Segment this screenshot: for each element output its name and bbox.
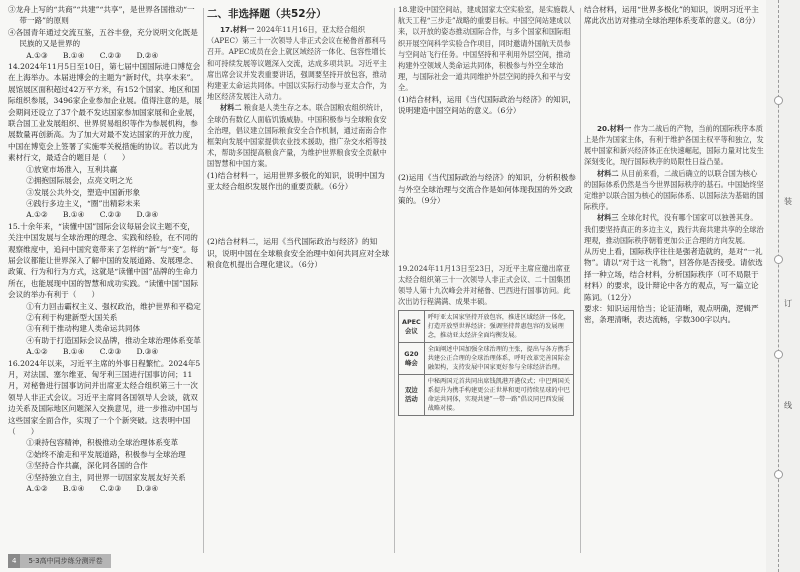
q18-question-1: (1)结合材料，运用《当代国际政治与经济》的知识，说明建造中国空间站的意义。（6分） xyxy=(398,94,576,116)
q17-material-1-text: 2024年11月16日，亚太经合组织（APEC）第三十一次领导人非正式会议在秘鲁首都利马召开。APEC成员在会上就区域经济一体化、包容性增长和可持续发展等议题深入交流，达成多项共识。习近平主席出席会议并发表重要讲话，强调要坚持开放包容，推动构建亚太命运共同体。中国以实际行动参与亚太合作，为地区经济发展注入动力。 xyxy=(207,25,387,102)
margin-char: 线 xyxy=(784,401,792,410)
q18-question-2: (2)运用《当代国际政治与经济》的知识，分析积极参与外空全球治理与交流合作是如何体现我国的外交政策的。（9分） xyxy=(398,173,576,206)
q19-stem: 19.2024年11月13日至23日，习近平主席应邀出席亚太经合组织第三十一次领导人非正式会议、二十国集团领导人第十九次峰会并对秘鲁、巴西进行国事访问。此次出访行程满满、成果丰硕。 xyxy=(398,263,571,307)
column-3 xyxy=(398,4,576,416)
column-divider xyxy=(203,8,204,553)
margin-char: 装 xyxy=(784,197,792,206)
cut-line xyxy=(778,0,779,572)
q20-material-3 xyxy=(584,212,764,246)
q13-item-4: ④各国青年通过交流互鉴，五谷丰登，充分说明文化既是民族的又是世界的 xyxy=(8,27,198,49)
q18-stem: 18.建设中国空间站，建成国家太空实验室，是实施载人航天工程“三步走”战略的重要目标。中国空间站建成以来，以开放的姿态推动国际合作，与多个国家和国际组织开展空间科学实验合作项目，同时邀请外国航天员参与空间站飞行任务。中国坚持和平利用外层空间，推动构建外空领域人类命运共同体，积极参与外空全球治理，与国际社会一道共同维护外层空间的持久和平与安全。 xyxy=(398,5,575,93)
q20-material-2 xyxy=(584,168,764,213)
table-key: APEC会议 xyxy=(399,311,425,343)
page-number: 4 xyxy=(8,554,20,568)
margin-char: 订 xyxy=(784,299,792,308)
q16-item: ①秉持包容精神，积极推动全球治理体系变革 xyxy=(26,438,179,448)
q19-question: 结合材料，运用“世界多极化”的知识，说明习近平主席此次出访对推动全球治理体系变革的意义。（8分） xyxy=(584,5,760,26)
q20-material-2-text: 从目前来看，二战后确立的以联合国为核心的国际体系仍然是当今世界国际秩序的基石。中国始终坚定维护以联合国为核心的国际体系、以国际法为基础的国际秩序。 xyxy=(584,168,764,212)
punch-hole xyxy=(774,96,783,105)
q17-question-1: (1)结合材料一，运用世界多极化的知识，说明中国为亚太经合组织发展作出的重要贡献。（6分） xyxy=(207,170,385,192)
q14-item: ③发展公共外交，塑造中国新形象 xyxy=(26,187,141,197)
q17-material-1 xyxy=(207,24,391,102)
q14-item: ④践行多边主义，“圈”出精彩未来 xyxy=(26,198,141,208)
q17-material-2 xyxy=(207,102,391,169)
q20-question: 从历史上看，国际秩序往往是强者造就的，是对“一礼物”。请以“对于这一礼物”，回答你是否接受。请依选择一种立场，结合材料，分析国际秩序（可不局限于材料）的要求，设计辩论中各方的观点，写一篇立论陈词。（12分） xyxy=(584,247,763,302)
q20-material-3-label: 材料三 xyxy=(596,213,619,223)
q15-item: ③有利于推动构建人类命运共同体 xyxy=(26,324,141,334)
punch-hole xyxy=(774,470,783,479)
q13-options: A.①③ B.①④ C.②③ D.②④ xyxy=(26,50,159,60)
q20-material-1-text: 作为二战后的产物，当前的国际秩序本质上是作为国家主体，有利于维护各国主权平等和独立，发展中国家和新兴经济体正在快速崛起，国际力量对比发生深刻变化，现行国际秩序的局限性日益凸显。 xyxy=(584,123,764,167)
book-title: 5·3高中同步练分测评卷 xyxy=(20,554,110,568)
column-1 xyxy=(8,4,202,494)
binding-margin xyxy=(766,0,800,572)
q19-table xyxy=(398,310,574,416)
q15-item: ②有利于构建新型大国关系 xyxy=(26,312,118,322)
punch-hole xyxy=(774,255,783,264)
answer-space[interactable] xyxy=(584,27,764,123)
q17-material-2-label: 材料二 xyxy=(219,103,242,113)
q17-material-2-text: 粮食是人类生存之本。联合国粮农组织统计，全球仍有数亿人面临饥饿威胁。中国积极参与全球粮食安全治理，倡议建立国际粮食安全合作机制，通过南南合作框架向发展中国家提供农业技术援助，推广杂交水稻等技术，帮助多国提高粮食产量，为维护世界粮食安全贡献中国智慧和中国方案。 xyxy=(207,103,388,169)
q13-item-3: ③龙舟上写的“共商”“共建”“共享”，是世界各国推动“一带一路”的原则 xyxy=(8,5,195,26)
q14-item: ①放宽市场准入，互利共赢 xyxy=(26,164,118,174)
q17-question-2: (2)结合材料二，运用《当代国际政治与经济》的知识，说明中国在全球粮食安全治理中如何共同应对全球粮食危机提出合理化建议。（6分） xyxy=(207,237,390,270)
q15-item: ①有力回击霸权主义、强权政治，维护世界和平稳定 xyxy=(26,301,201,311)
q16-options: A.①② B.①④ C.②③ D.③④ xyxy=(26,484,159,494)
answer-space[interactable] xyxy=(398,207,576,263)
q20-material-3-text: 全球化时代，没有哪个国家可以独善其身。我们要坚持真正的多边主义，践行共商共建共享的全球治理观，推动国际秩序朝着更加公正合理的方向发展。 xyxy=(584,213,764,245)
q20-label: 20.材料一 xyxy=(596,123,632,133)
answer-space[interactable] xyxy=(207,271,391,315)
table-value: 中秘两国元首共同出席钱凯港开港仪式；中巴两国关系提升为携手构建更公正世界和更可持续星球的中巴命运共同体，实现共建“一带一路”倡议同巴西发展战略对接。 xyxy=(424,375,573,416)
column-2 xyxy=(207,4,391,315)
table-row xyxy=(399,343,574,375)
q20-material-2-label: 材料二 xyxy=(596,168,619,178)
section-title: 二、非选择题（共52分） xyxy=(207,8,327,20)
table-value: 全面阐述中国加强全球治理的主张，提出与各方携手共建公正合理的全球治理体系，呼吁改革完善国际金融架构，支持发展中国家更好参与全球经济治理。 xyxy=(424,343,573,375)
q17-label: 17.材料一 xyxy=(219,25,255,34)
q15-options: A.①② B.①④ C.②③ D.③④ xyxy=(26,347,159,357)
column-divider xyxy=(580,8,581,553)
q15-item: ④有助于打造国际会议品牌，推动全球治理体系变革 xyxy=(26,335,201,345)
table-value: 呼吁亚太国家坚持开放包容，推进区域经济一体化，打造开放型世界经济；强调坚持普惠包容的发展理念，推动亚太经济全面均衡发展。 xyxy=(424,311,573,343)
table-row xyxy=(399,375,574,416)
q16-item: ②始终不渝走和平发展道路，积极参与全球治理 xyxy=(26,449,186,459)
punch-hole xyxy=(774,350,783,359)
column-divider xyxy=(394,8,395,553)
q20-material-1 xyxy=(584,123,764,168)
table-key: 双边活动 xyxy=(399,375,425,416)
answer-space[interactable] xyxy=(207,192,391,236)
table-row xyxy=(399,311,574,343)
table-key: G20峰会 xyxy=(399,343,425,375)
q16-item: ③坚持合作共赢，深化同各国的合作 xyxy=(26,461,148,471)
q14-stem: 14.2024年11月5日至10日，第七届中国国际进口博览会在上海举办。本届进博会的主题为“新时代，共享未来”。展馆展区面积超过42万平方米，有152个国家、地区和国际组织参展，3496家企业参加企业展。值得注意的是，展会期间还设立了37个最不发达国家参加国家展和企业展，联合国工业发展组织、世界贸易组织等作为参展机构，参展数量再创新高。为了加大对最不发达国家的开放力度，中国在博览会上签署了实施零关税措施的协议。若以此为素材行文，最适合的题目是（ ） xyxy=(8,62,202,163)
q15-stem: 15.十余年来，“读懂中国”国际会议每届会议主题不变，关注中国发展与全球治理的理念、实践和经验，在不同的观察维度中，追问中国究竟带来了怎样的“新”与“变”。每届会议都能让世界深入了解中国的发展道路、发展理念、政策、行为和行为方式，这就是“读懂中国”品牌的生命力所在，也能展现中国的智慧和成功实践。“读懂中国”国际会议的举办有利于（ ） xyxy=(8,221,199,300)
page-footer xyxy=(8,554,208,568)
q16-stem: 16.2024年以来，习近平主席的外事日程繁忙。2024年5月，对法国、塞尔维亚、匈牙利三国进行国事访问；11月，对秘鲁进行国事访问并出席亚太经合组织第三十一次领导人非正式会议。习近平主席同各国领导人会谈，就双边关系及国际地区问题深入交换意见，进一步推动中国与这些国家全面合作，实现了一个个新突破。这表明中国（ ） xyxy=(8,358,201,437)
q14-options: A.①② B.①④ C.②③ D.③④ xyxy=(26,210,159,220)
answer-space[interactable] xyxy=(398,116,576,172)
q20-requirements: 要求：知识运用恰当；论证清晰，观点明确，逻辑严密，条理清晰，表达流畅，字数300字以内。 xyxy=(584,304,759,325)
q14-item: ②拥抱国际展会，点亮文明之光 xyxy=(26,176,133,186)
column-4 xyxy=(584,4,764,326)
q16-item: ④坚持独立自主，同世界一切国家发展友好关系 xyxy=(26,472,186,482)
